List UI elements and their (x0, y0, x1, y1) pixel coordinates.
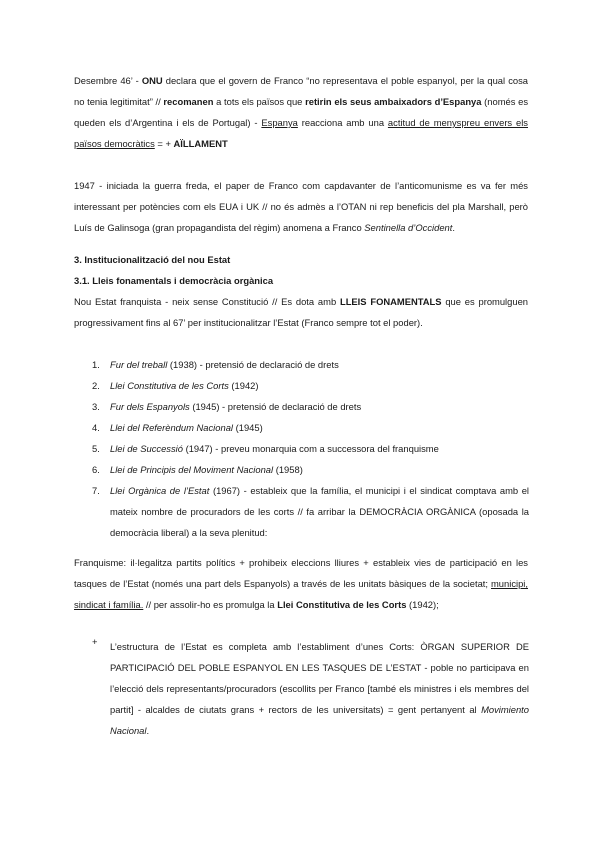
list-number: 1. (92, 359, 100, 370)
law-title: Llei del Referèndum Nacional (110, 422, 233, 433)
list-item (92, 459, 529, 480)
law-detail: (1958) (273, 464, 303, 475)
list-number: 3. (92, 401, 100, 412)
text-span: 1947 - iniciada la guerra freda, el paper de Franco com capdavanter de l’anticomunisme es va fer més interessant per potències com els EUA i UK // no és admès a l’OTAN ni rep beneficis del pla Marshall, però Luís de Galinsoga (gran propagandista del règim) anomena a Franco (74, 180, 528, 233)
list-number: 4. (92, 422, 100, 433)
law-detail: (1947) - preveu monarquia com a successora del franquisme (182, 443, 439, 454)
text-span: . (452, 222, 455, 233)
law-title: Fur del treball (110, 359, 168, 370)
paragraph-cold-war (74, 175, 528, 238)
law-title: Llei de Principis del Moviment Nacional (110, 464, 274, 475)
section-heading (74, 249, 528, 270)
paragraph-onu-isolation (74, 70, 528, 154)
bullet-text (110, 636, 529, 741)
heading-text: 3. Institucionalització del nou Estat (74, 254, 231, 265)
bold-text: AÏLLAMENT (173, 138, 228, 149)
text-span: reacciona amb una (297, 117, 388, 128)
text-span: (1942); (406, 599, 439, 610)
text-span: que es promulguen progressivament fins al 67’ per institucionalitzar l’Estat (Franco sempre tot el poder). (74, 296, 528, 328)
paragraph-fundamental-laws (74, 291, 528, 333)
list-item (92, 417, 529, 438)
text-span: = + (154, 138, 174, 149)
list-item (92, 354, 529, 375)
subsection-heading (74, 270, 528, 291)
law-title: Llei Orgànica de l’Estat (110, 485, 210, 496)
list-item (92, 438, 529, 459)
list-item (92, 375, 529, 396)
laws-list (92, 354, 529, 543)
list-number: 6. (92, 464, 100, 475)
list-item (92, 480, 529, 543)
law-detail: (1945) - pretensió de declaració de drets (189, 401, 362, 412)
law-title: Llei de Successió (110, 443, 183, 454)
text-span: // per assolir-ho es promulga la (143, 599, 278, 610)
underlined-text: municipi, sindicat i família. (74, 578, 528, 610)
plus-bullet: + (92, 636, 98, 647)
paragraph-organic-democracy (74, 552, 528, 615)
bullet-item-corts (92, 636, 529, 750)
list-number: 5. (92, 443, 100, 454)
underlined-text: actitud de menyspreu envers els països democràtics (74, 117, 528, 149)
bold-text: ONU (141, 75, 163, 86)
text-span: (només es queden els d’Argentina i els de Portugal) - (74, 96, 529, 128)
list-number: 2. (92, 380, 100, 391)
list-number: 7. (92, 485, 100, 496)
text-span: a tots els països que (213, 96, 306, 107)
bold-text: Llei Constitutiva de les Corts (277, 599, 407, 610)
italic-text: Movimiento Nacional (110, 704, 529, 736)
text-span: Nou Estat franquista - neix sense Constitució // Es dota amb (74, 296, 340, 307)
law-detail: (1967) - estableix que la família, el municipi i el sindicat comptava amb el mateix nombre de procuradors de les corts // fa arribar la DEMOCRÀCIA ORGÀNICA (oposada la democràcia liberal) a la seva plenitud: (110, 485, 530, 538)
underlined-text: Espanya (261, 117, 298, 128)
law-detail: (1938) - pretensió de declaració de drets (167, 359, 339, 370)
law-detail: (1945) (233, 422, 263, 433)
bold-text: LLEIS FONAMENTALS (339, 296, 442, 307)
italic-text: Sentinella d’Occident (364, 222, 453, 233)
bold-text: retirin els seus ambaixadors d’Espanya (305, 96, 482, 107)
list-item (92, 396, 529, 417)
law-title: Fur dels Espanyols (110, 401, 190, 412)
law-detail: (1942) (228, 380, 259, 391)
heading-text: 3.1. Lleis fonamentals i democràcia orgànica (74, 275, 274, 286)
text-span: Desembre 46’ - (74, 75, 142, 86)
text-span: declara que el govern de Franco “no representava el poble espanyol, per la qual cosa no tenia legitimitat” // (74, 75, 529, 107)
text-span: L’estructura de l’Estat es completa amb l’establiment d’unes Corts: ÒRGAN SUPERIOR DE PARTICIPACIÓ DEL POBLE ESPANYOL EN LES TASQUES DE L’ESTAT - poble no participava en l’elecció dels representants/procuradors (escollits per Franco [també els ministres i els membres del partit] - alcaldes de ciutats grans + rectors de les universitats) = gent pertanyent al (110, 641, 529, 715)
text-span: . (146, 725, 150, 736)
law-title: Llei Constitutiva de les Corts (110, 380, 229, 391)
bold-text: recomanen (163, 96, 214, 107)
text-span: Franquisme: il·legalitza partits polítics + prohibeix eleccions lliures + estableix vies de participació en les tasques de l’Estat (només una part dels Espanyols) a través de les unitats bàsiques de la societat; (74, 557, 528, 589)
